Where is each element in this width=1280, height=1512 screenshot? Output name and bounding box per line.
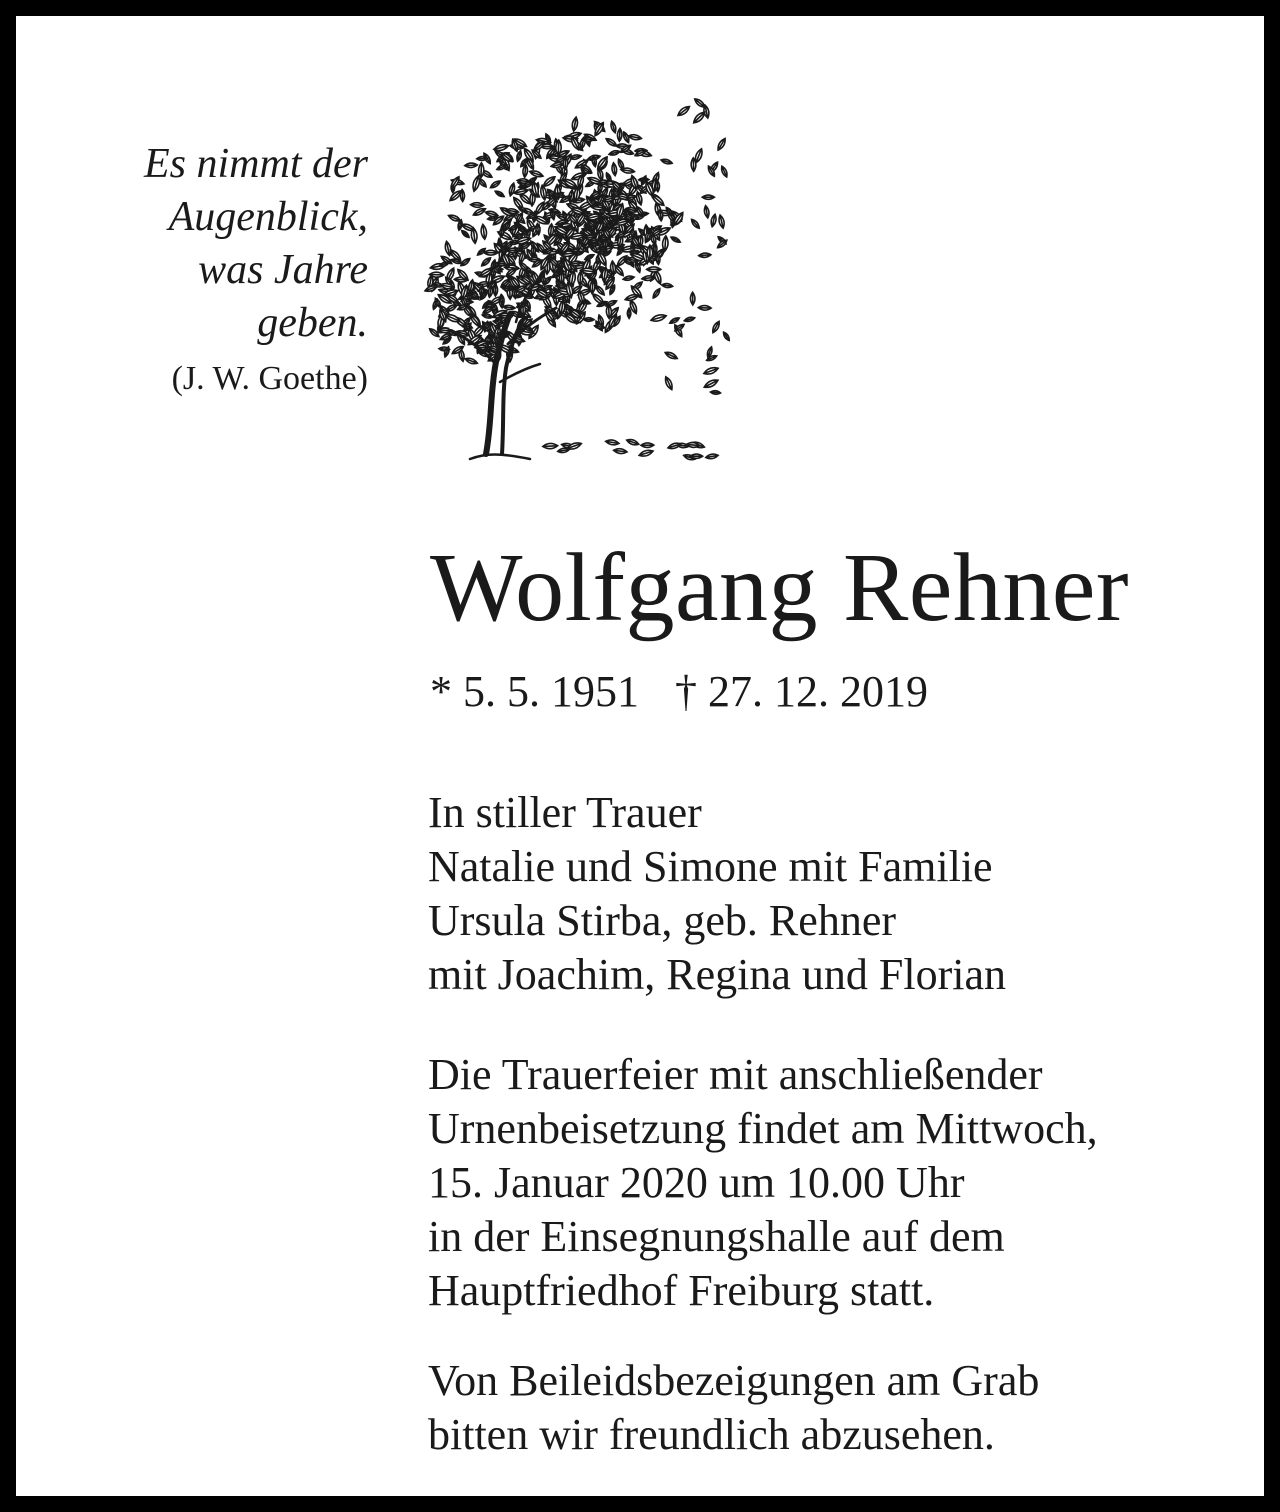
leaf-icon	[661, 283, 673, 288]
falling-leaf-icon	[710, 390, 721, 394]
note-line: bitten wir freundlich abzusehen.	[428, 1410, 995, 1459]
leaf-icon	[424, 284, 438, 293]
leaf-icon	[471, 175, 481, 192]
mourners-block	[428, 786, 1006, 1002]
mourners-line: Ursula Stirba, geb. Rehner	[428, 896, 896, 945]
falling-leaf-icon	[698, 305, 711, 310]
leaf-icon	[493, 284, 497, 296]
leaf-icon	[556, 140, 562, 155]
mourners-line: Natalie und Simone mit Familie	[428, 842, 993, 891]
leaf-icon	[623, 275, 635, 281]
leaf-icon	[656, 253, 661, 264]
fallen-leaf-icon	[705, 453, 718, 460]
falling-leaf-icon	[718, 215, 726, 229]
leaf-icon	[624, 293, 639, 302]
falling-leaf-icon	[698, 253, 711, 258]
falling-leaf-icon	[692, 110, 707, 124]
leaf-icon	[489, 179, 501, 189]
quote-author: (J. W. Goethe)	[171, 360, 368, 397]
leaf-icon	[571, 117, 578, 132]
fallen-leaf-icon	[638, 449, 654, 458]
leaf-icon	[670, 235, 681, 243]
quote-line: Es nimmt der	[144, 141, 368, 187]
leaf-icon	[480, 224, 487, 240]
quote-line: Augenblick,	[168, 194, 368, 240]
leaf-icon	[622, 131, 630, 143]
leaf-icon	[494, 190, 505, 198]
leaf-icon	[611, 163, 617, 176]
fallen-leaf-icon	[566, 441, 582, 451]
quote-line: was Jahre	[198, 247, 368, 293]
leaf-icon	[606, 304, 612, 318]
leaf-icon	[480, 256, 492, 267]
falling-leaf-icon	[703, 378, 719, 390]
leaf-icon	[628, 134, 642, 141]
fallen-leaf-icon	[613, 448, 627, 454]
leaf-icon	[506, 248, 518, 252]
service-line: Urnenbeisetzung findet am Mittwoch,	[428, 1104, 1098, 1153]
service-line: 15. Januar 2020 um 10.00 Uhr	[428, 1158, 965, 1207]
leaf-icon	[478, 163, 484, 178]
service-line: in der Einsegnungshalle auf dem	[428, 1212, 1005, 1261]
falling-leaf-icon	[684, 316, 696, 323]
windblown-tree-icon	[420, 82, 750, 468]
fallen-leaf-icon	[690, 454, 702, 458]
falling-leaf-icon	[664, 376, 675, 391]
leaf-icon	[485, 210, 499, 218]
falling-leaf-icon	[650, 313, 667, 323]
falling-leaf-icon	[676, 104, 691, 117]
falling-leaf-icon	[664, 350, 678, 360]
falling-leaf-icon	[693, 148, 704, 164]
leaf-icon	[529, 169, 544, 178]
falling-leaf-icon	[690, 218, 701, 230]
service-line: Hauptfriedhof Freiburg statt.	[428, 1266, 935, 1315]
funeral-service-block	[428, 1048, 1098, 1318]
leaf-icon	[653, 244, 657, 255]
leaf-icon	[608, 150, 620, 157]
fallen-leaf-icon	[641, 443, 654, 448]
leaf-icon	[617, 158, 625, 170]
falling-leaf-icon	[716, 137, 727, 151]
falling-leaf-icon	[690, 292, 695, 305]
birth-date: * 5. 5. 1951	[430, 667, 639, 716]
leaf-icon	[588, 239, 599, 244]
falling-leaf-icon	[703, 366, 719, 376]
mourners-line: In stiller Trauer	[428, 788, 702, 837]
falling-leaf-icon	[722, 331, 731, 341]
death-date: † 27. 12. 2019	[675, 667, 928, 716]
leaf-icon	[482, 313, 493, 319]
falling-leaf-icon	[703, 205, 709, 218]
leaf-icon	[652, 287, 662, 299]
leaf-icon	[470, 202, 483, 207]
leaf-icon	[493, 143, 509, 152]
leaf-icon	[503, 305, 515, 311]
fallen-leaf-icon	[667, 442, 681, 450]
fallen-leaf-icon	[605, 439, 619, 446]
leaf-icon	[464, 357, 478, 366]
leaf-icon	[477, 156, 488, 160]
leaf-icon	[508, 183, 516, 197]
leaf-icon	[647, 245, 652, 260]
life-dates	[430, 664, 928, 720]
falling-leaf-icon	[711, 320, 721, 333]
mourners-line: mit Joachim, Regina und Florian	[428, 950, 1007, 999]
falling-leaf-icon	[702, 195, 714, 199]
service-line: Die Trauerfeier mit anschließender	[428, 1050, 1043, 1099]
leaf-icon	[605, 137, 618, 148]
leaf-icon	[584, 253, 595, 261]
falling-leaf-icon	[710, 214, 717, 227]
leaf-icon	[627, 308, 631, 318]
leaf-icon	[563, 157, 568, 170]
leaf-icon	[465, 163, 478, 168]
falling-leaf-icon	[669, 316, 680, 324]
leaf-icon	[583, 317, 594, 321]
condolence-note-block	[428, 1354, 1039, 1462]
deceased-name: Wolfgang Rehner	[430, 534, 1130, 642]
falling-leaf-icon	[647, 267, 661, 272]
leaf-icon	[610, 121, 618, 134]
leaf-icon	[540, 185, 548, 201]
leaf-icon	[514, 188, 529, 196]
note-line: Von Beileidsbezeigungen am Grab	[428, 1356, 1040, 1405]
leaf-icon	[662, 236, 668, 252]
fallen-leaf-icon	[626, 438, 640, 446]
quote-line: geben.	[257, 300, 368, 346]
leaf-icon	[439, 261, 450, 268]
falling-leaf-icon	[720, 165, 729, 177]
goethe-quote	[56, 138, 368, 400]
leaf-icon	[444, 312, 461, 323]
fallen-leaf-icon	[543, 443, 558, 449]
tree-foliage	[424, 97, 731, 461]
falling-leaf-icon	[660, 158, 672, 165]
leaf-icon	[617, 128, 622, 141]
